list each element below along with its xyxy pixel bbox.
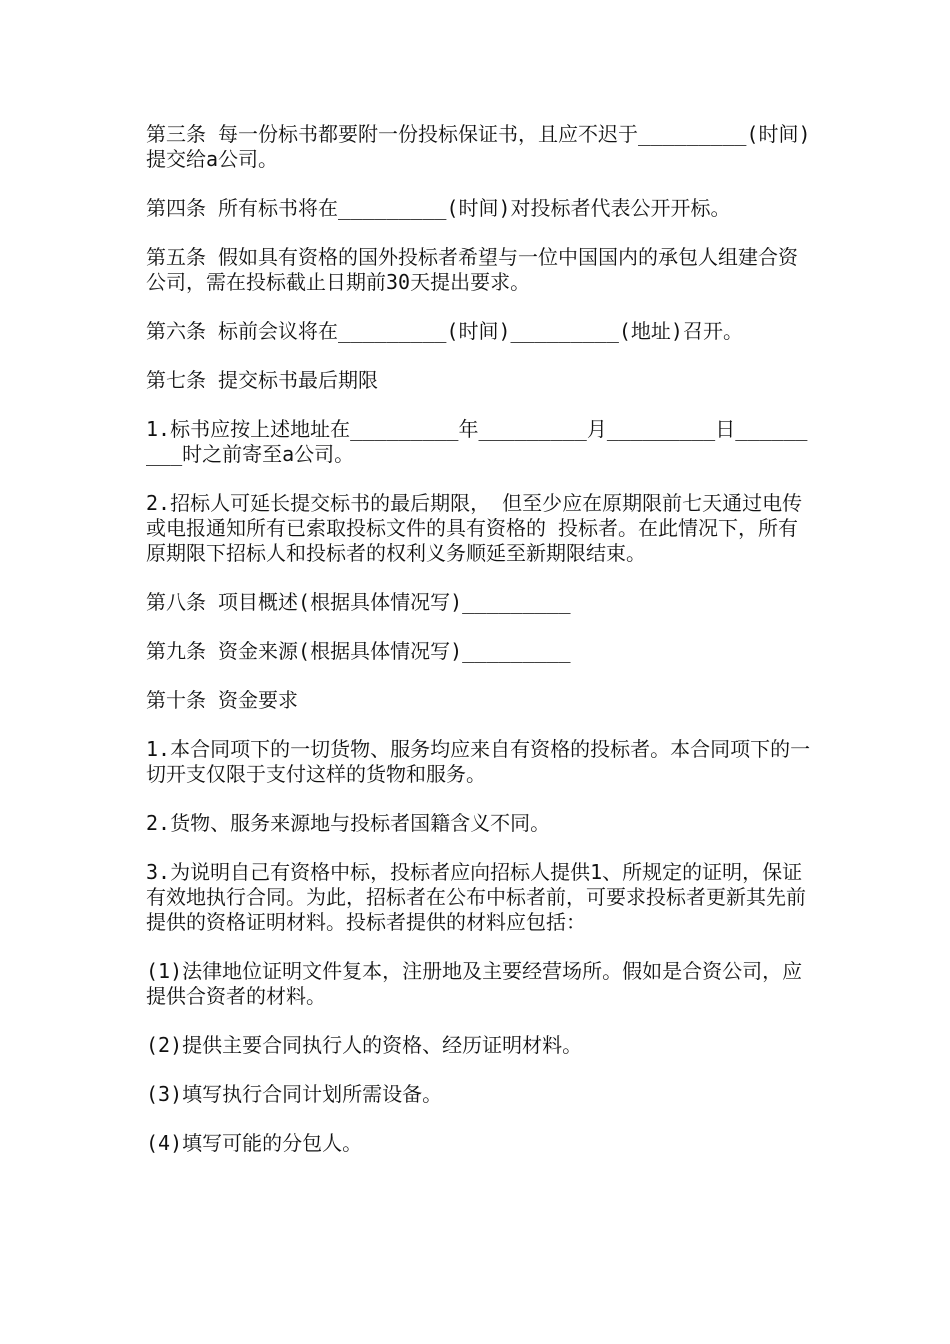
clause-8-paragraph: 第八条 项目概述(根据具体情况写)_________ <box>146 590 571 614</box>
sub-item-1: (1)法律地位证明文件复本，注册地及主要经营场所。假如是合资公司，应提供合资者的材料。 <box>146 959 803 1008</box>
clause-7-item-2: 2.招标人可延长提交标书的最后期限， 但至少应在原期限前七天通过电传或电报通知所有已索取投标文件的具有资格的 投标者。在此情况下，所有原期限下招标人和投标者的权利义务顺延至新期限结束。 <box>146 491 803 565</box>
sub-item-4: (4)填写可能的分包人。 <box>146 1131 363 1155</box>
clause-5-paragraph: 第五条 假如具有资格的国外投标者希望与一位中国国内的承包人组建合资公司，需在投标截止日期前30天提出要求。 <box>146 245 799 294</box>
clause-9-paragraph: 第九条 资金来源(根据具体情况写)_________ <box>146 639 571 663</box>
clause-10-item-3: 3.为说明自己有资格中标，投标者应向招标人提供1、所规定的证明，保证有效地执行合同。为此，招标者在公布中标者前，可要求投标者更新其先前提供的资格证明材料。投标者提供的材料应包括： <box>146 860 806 934</box>
sub-item-3: (3)填写执行合同计划所需设备。 <box>146 1082 443 1106</box>
clause-3-paragraph: 第三条 每一份标书都要附一份投标保证书，且应不迟于_________(时间)提交给a公司。 <box>146 122 811 171</box>
clause-10-item-2: 2.货物、服务来源地与投标者国籍含义不同。 <box>146 811 551 835</box>
clause-10-heading: 第十条 资金要求 <box>146 688 299 712</box>
clause-7-item-1: 1.标书应按上述地址在_________年_________月_________日_________时之前寄至a公司。 <box>146 417 808 466</box>
sub-item-2: (2)提供主要合同执行人的资格、经历证明材料。 <box>146 1033 583 1057</box>
clause-7-heading: 第七条 提交标书最后期限 <box>146 368 379 392</box>
clause-6-paragraph: 第六条 标前会议将在_________(时间)_________(地址)召开。 <box>146 319 743 343</box>
document-page <box>146 122 814 1180</box>
clause-10-item-1: 1.本合同项下的一切货物、服务均应来自有资格的投标者。本合同项下的一切开支仅限于支付这样的货物和服务。 <box>146 737 811 786</box>
clause-4-paragraph: 第四条 所有标书将在_________(时间)对投标者代表公开开标。 <box>146 196 731 220</box>
